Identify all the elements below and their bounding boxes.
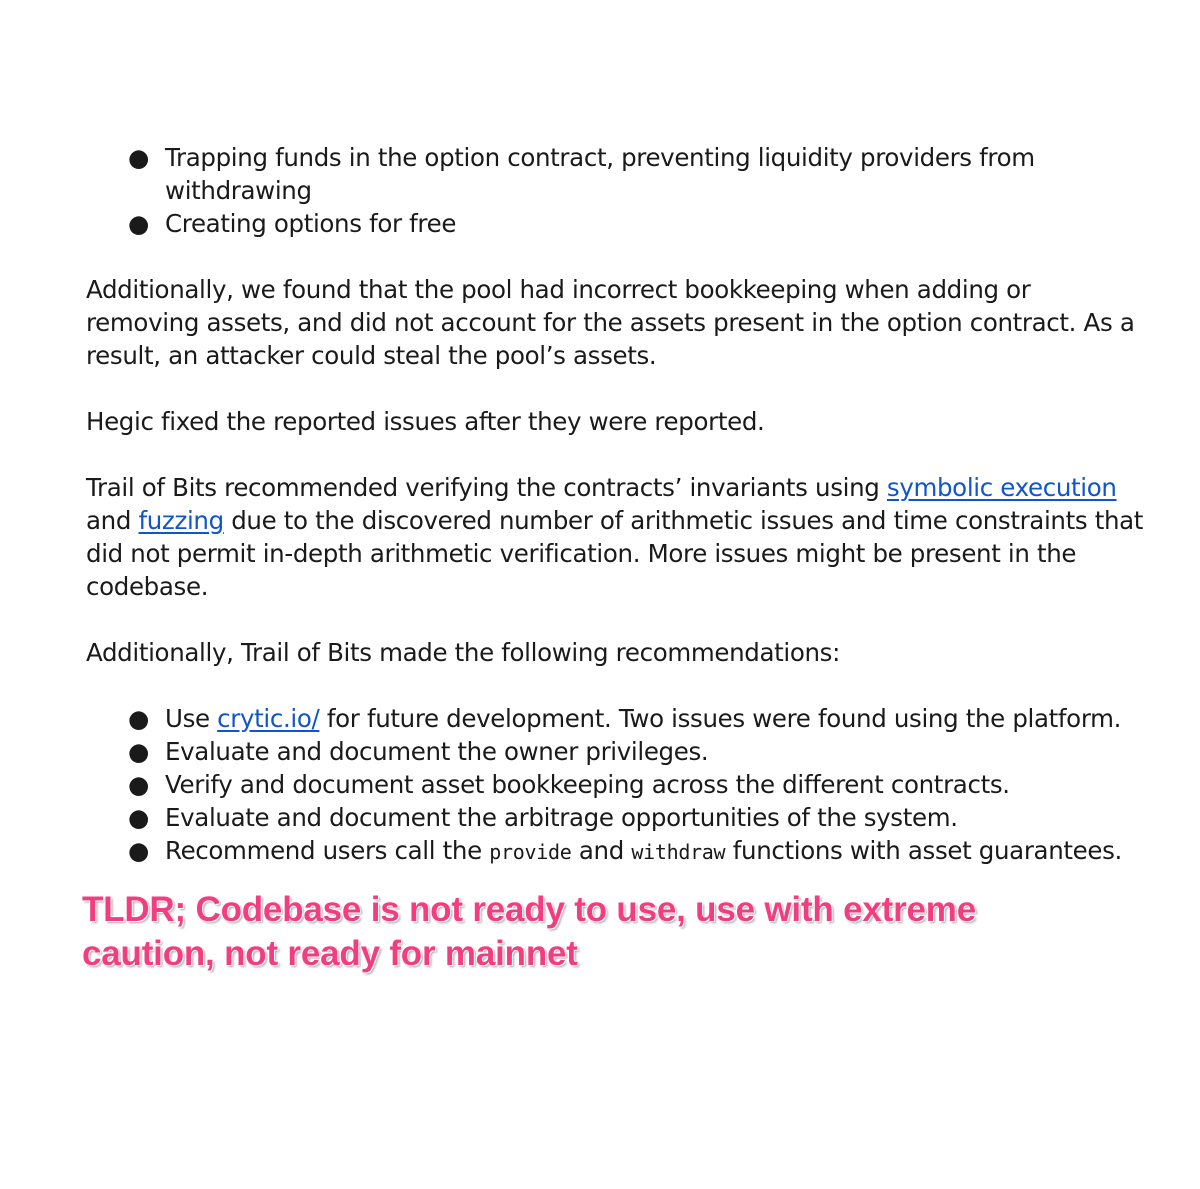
tldr-annotation: TLDR; Codebase is not ready to use, use with extreme caution, not ready for mainnet (82, 890, 976, 973)
list-item (86, 141, 1146, 207)
symbolic-execution-link[interactable]: symbolic execution (886, 473, 1117, 502)
bullet-icon: ● (128, 143, 150, 172)
bullet-icon: ● (128, 770, 150, 799)
bullet-icon: ● (128, 803, 150, 832)
recommendation-list (86, 702, 1146, 869)
paragraph-text: due to the discovered number of arithmetic issues and time constraints that did not permit in-depth arithmetic verification. More issues might be present in the codebase. (86, 506, 1144, 601)
list-item (86, 801, 1146, 834)
document-body (86, 141, 1146, 869)
code-provide: provide (489, 840, 572, 864)
paragraph-fixed: Hegic fixed the reported issues after they were reported. (86, 407, 765, 436)
finding-list (86, 141, 1146, 240)
list-item-text: Trapping funds in the option contract, preventing liquidity providers from withdrawing (165, 143, 1035, 205)
fuzzing-link[interactable]: fuzzing (138, 506, 224, 535)
list-item-text: for future development. Two issues were found using the platform. (319, 704, 1122, 733)
list-item-text: Evaluate and document the owner privileges. (165, 737, 709, 766)
list-item-text: Evaluate and document the arbitrage opportunities of the system. (165, 803, 958, 832)
list-item (86, 768, 1146, 801)
bullet-icon: ● (128, 704, 150, 733)
list-item-text: Recommend users call the (165, 836, 490, 865)
paragraph-bookkeeping: Additionally, we found that the pool had incorrect bookkeeping when adding or removing assets, and did not account for the assets present in the option contract. As a result, an attacker could steal the pool’s assets. (86, 275, 1135, 370)
list-item (86, 207, 1146, 240)
list-item-text: Verify and document asset bookkeeping across the different contracts. (165, 770, 1010, 799)
paragraph-additional: Additionally, Trail of Bits made the following recommendations: (86, 638, 840, 667)
list-item-text: Creating options for free (165, 209, 457, 238)
list-item (86, 834, 1146, 869)
code-withdraw: withdraw (631, 840, 726, 864)
list-item-text: and (571, 836, 632, 865)
bullet-icon: ● (128, 737, 150, 766)
paragraph-text: and (86, 506, 139, 535)
bullet-icon: ● (128, 209, 150, 238)
crytic-link[interactable]: crytic.io/ (217, 704, 320, 733)
paragraph-text: Trail of Bits recommended verifying the contracts’ invariants using (86, 473, 887, 502)
list-item-text: Use (165, 704, 218, 733)
list-item (86, 702, 1146, 735)
paragraph-recommendation (86, 471, 1146, 603)
bullet-icon: ● (128, 836, 150, 865)
list-item-text: functions with asset guarantees. (725, 836, 1122, 865)
list-item (86, 735, 1146, 768)
